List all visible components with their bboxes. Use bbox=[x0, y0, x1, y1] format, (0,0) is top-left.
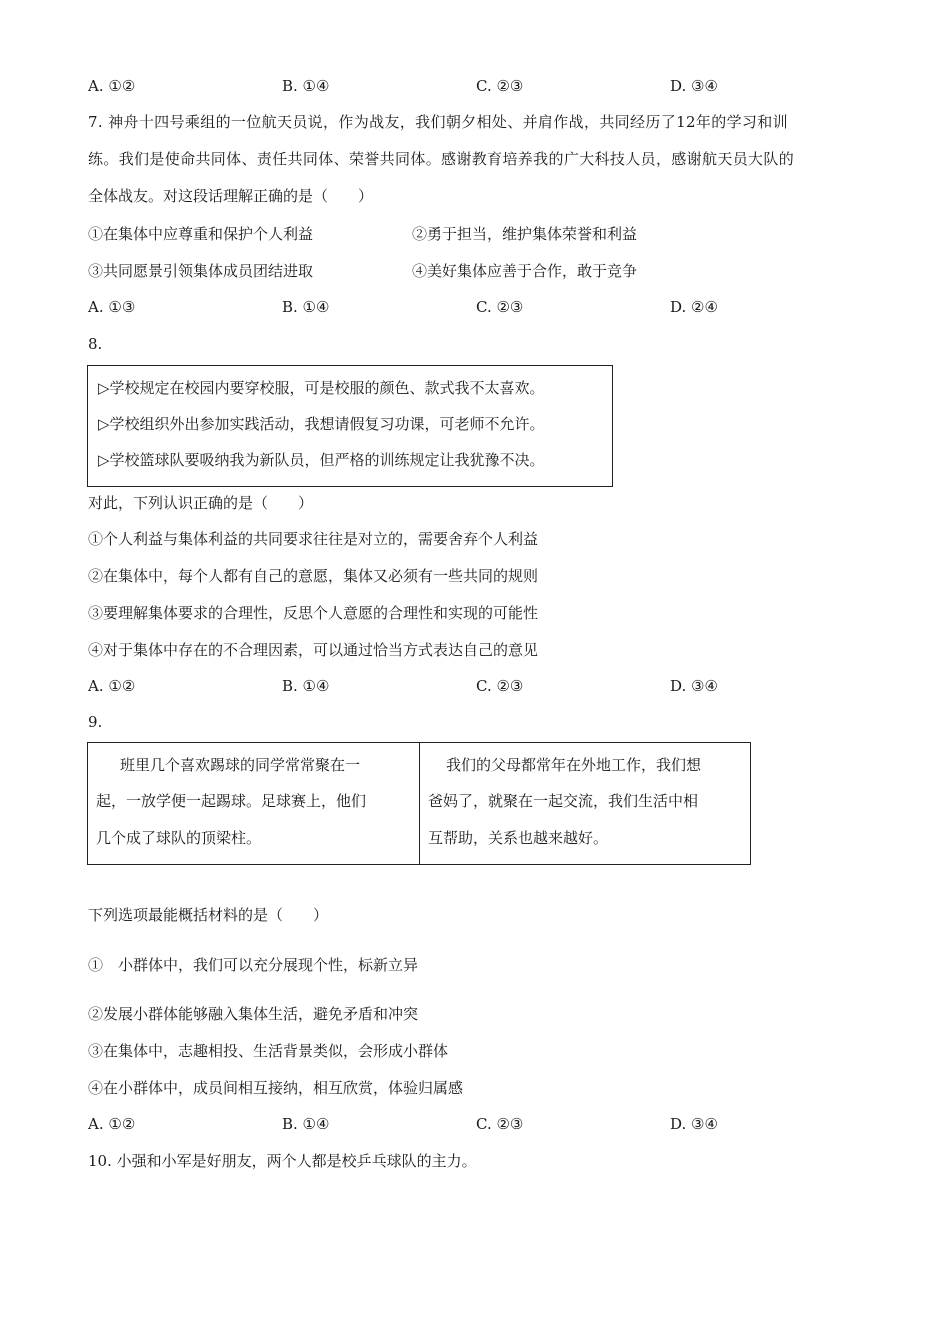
q9-right-cell-line-1: 我们的父母都常年在外地工作，我们想 bbox=[446, 756, 702, 774]
q7-choice-2: ②勇于担当，维护集体荣誉和利益 bbox=[412, 225, 638, 243]
q6-option-d[interactable]: D. ③④ bbox=[670, 77, 718, 95]
q9-choice-2: ②发展小群体能够融入集体生活，避免矛盾和冲突 bbox=[88, 1005, 419, 1023]
q9-table-divider bbox=[419, 743, 420, 864]
q9-option-b[interactable]: B. ①④ bbox=[282, 1115, 330, 1133]
q9-number: 9. bbox=[88, 713, 103, 731]
q9-stem: 下列选项最能概括材料的是（ ） bbox=[88, 906, 329, 924]
q9-option-a[interactable]: A. ①② bbox=[88, 1115, 136, 1133]
q8-option-d[interactable]: D. ③④ bbox=[670, 677, 718, 695]
q6-option-c[interactable]: C. ②③ bbox=[476, 77, 524, 95]
q9-option-d[interactable]: D. ③④ bbox=[670, 1115, 718, 1133]
q9-choice-3: ③在集体中，志趣相投、生活背景类似，会形成小群体 bbox=[88, 1042, 449, 1060]
q7-choice-4: ④美好集体应善于合作，敢于竞争 bbox=[412, 262, 638, 280]
q6-option-a[interactable]: A. ①② bbox=[88, 77, 136, 95]
q7-stem-line-2: 练。我们是使命共同体、责任共同体、荣誉共同体。感谢教育培养我的广大科技人员，感谢航天员大队的 bbox=[88, 150, 795, 168]
q9-right-cell-line-2: 爸妈了，就聚在一起交流，我们生活中相 bbox=[428, 792, 699, 810]
q7-option-a[interactable]: A. ①③ bbox=[88, 298, 136, 316]
q7-stem-line-3: 全体战友。对这段话理解正确的是（ ） bbox=[88, 187, 374, 205]
q9-option-c[interactable]: C. ②③ bbox=[476, 1115, 524, 1133]
q8-material-box bbox=[87, 365, 613, 487]
q8-stem: 对此，下列认识正确的是（ ） bbox=[88, 494, 314, 512]
q8-option-a[interactable]: A. ①② bbox=[88, 677, 136, 695]
q8-material-line-2: ▷学校组织外出参加实践活动，我想请假复习功课，可老师不允许。 bbox=[98, 415, 545, 433]
q8-choice-3: ③要理解集体要求的合理性，反思个人意愿的合理性和实现的可能性 bbox=[88, 604, 539, 622]
q7-option-d[interactable]: D. ②④ bbox=[670, 298, 718, 316]
q8-option-b[interactable]: B. ①④ bbox=[282, 677, 330, 695]
q8-choice-2: ②在集体中，每个人都有自己的意愿，集体又必须有一些共同的规则 bbox=[88, 567, 539, 585]
q8-choice-1: ①个人利益与集体利益的共同要求往往是对立的，需要舍弃个人利益 bbox=[88, 530, 539, 548]
q7-choice-1: ①在集体中应尊重和保护个人利益 bbox=[88, 225, 314, 243]
q9-left-cell-line-3: 几个成了球队的顶梁柱。 bbox=[96, 829, 262, 847]
q8-choice-4: ④对于集体中存在的不合理因素，可以通过恰当方式表达自己的意见 bbox=[88, 641, 539, 659]
q8-number: 8. bbox=[88, 335, 103, 353]
q8-option-c[interactable]: C. ②③ bbox=[476, 677, 524, 695]
q7-option-b[interactable]: B. ①④ bbox=[282, 298, 330, 316]
q9-material-table bbox=[87, 742, 751, 865]
q9-right-cell-line-3: 互帮助，关系也越来越好。 bbox=[428, 829, 609, 847]
q9-left-cell-line-2: 起，一放学便一起踢球。足球赛上，他们 bbox=[96, 792, 367, 810]
q7-stem-line-1: 7. 神舟十四号乘组的一位航天员说，作为战友，我们朝夕相处、并肩作战，共同经历了12年的学习和训 bbox=[88, 113, 788, 131]
q10-stem: 10. 小强和小军是好朋友，两个人都是校乒乓球队的主力。 bbox=[88, 1152, 477, 1170]
q6-option-b[interactable]: B. ①④ bbox=[282, 77, 330, 95]
q8-material-line-3: ▷学校篮球队要吸纳我为新队员，但严格的训练规定让我犹豫不决。 bbox=[98, 451, 545, 469]
q8-material-line-1: ▷学校规定在校园内要穿校服，可是校服的颜色、款式我不太喜欢。 bbox=[98, 379, 545, 397]
q9-choice-1: ① 小群体中，我们可以充分展现个性，标新立异 bbox=[88, 956, 419, 974]
q9-left-cell-line-1: 班里几个喜欢踢球的同学常常聚在一 bbox=[120, 756, 361, 774]
q9-choice-4: ④在小群体中，成员间相互接纳，相互欣赏，体验归属感 bbox=[88, 1079, 464, 1097]
q7-option-c[interactable]: C. ②③ bbox=[476, 298, 524, 316]
q7-choice-3: ③共同愿景引领集体成员团结进取 bbox=[88, 262, 314, 280]
